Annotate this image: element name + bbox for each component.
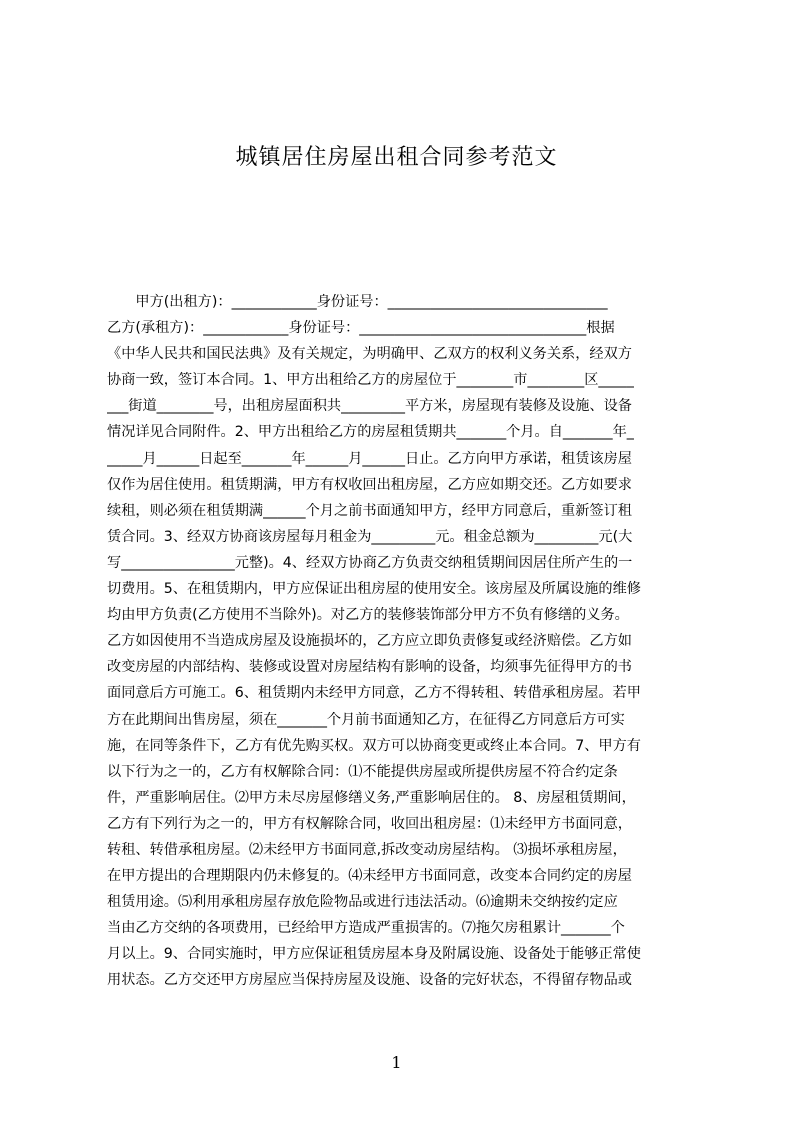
body-line: 乙方(承租方)：____________身份证号：________________________________根据	[107, 320, 615, 337]
body-line: 用状态。乙方交还甲方房屋应当保持房屋及设施、设备的完好状态，不得留存物品或	[107, 972, 632, 989]
body-line: 协商一致，签订本合同。1、甲方出租给乙方的房屋位于________市________区_____	[107, 372, 634, 389]
body-line: 件，严重影响居住。⑵甲方未尽房屋修缮义务,严重影响居住的。 8、房屋租赁期间，	[107, 789, 636, 806]
body-line: 改变房屋的内部结构、装修或设置对房屋结构有影响的设备，均须事先征得甲方的书	[107, 659, 632, 676]
body-line: 当由乙方交纳的各项费用，已经给甲方造成严重损害的。⑺拖欠房租累计_______个	[107, 920, 625, 937]
body-line: 均由甲方负责(乙方使用不当除外)。对乙方的装修装饰部分甲方不负有修缮的义务。	[107, 607, 629, 624]
body-line: 甲方(出租方)：____________身份证号：_______________________________	[107, 294, 608, 310]
contract-body	[107, 289, 699, 994]
body-line: 续租，则必须在租赁期满______个月之前书面通知甲方，经甲方同意后，重新签订租	[107, 502, 632, 519]
body-line: 切费用。5、在租赁期内，甲方应保证出租房屋的使用安全。该房屋及所属设施的维修	[107, 581, 641, 598]
body-line: 写________________元整)。4、经双方协商乙方负责交纳租赁期间因居住所产生的一	[107, 554, 633, 571]
body-line: 乙方有下列行为之一的，甲方有权解除合同，收回出租房屋：⑴未经甲方书面同意，	[107, 815, 632, 832]
body-line: 转租、转借承租房屋。⑵未经甲方书面同意,拆改变动房屋结构。 ⑶损坏承租房屋，	[107, 841, 627, 858]
body-line: 租赁用途。⑸利用承租房屋存放危险物品或进行违法活动。⑹逾期未交纳按约定应	[107, 894, 618, 911]
body-line: _____月______日起至_______年______月______日止。乙方向甲方承诺，租赁该房屋	[107, 450, 632, 467]
body-line: 仅作为居住使用。租赁期满，甲方有权收回出租房屋，乙方应如期交还。乙方如要求	[107, 476, 632, 493]
body-line: 面同意后方可施工。6、租赁期内未经甲方同意，乙方不得转租、转借承租房屋。若甲	[107, 685, 641, 702]
body-line: 施，在同等条件下，乙方有优先购买权。双方可以协商变更或终止本合同。7、甲方有	[107, 737, 641, 754]
body-line: 乙方如因使用不当造成房屋及设施损坏的，乙方应立即负责修复或经济赔偿。乙方如	[107, 633, 632, 650]
body-line: 方在此期间出售房屋，须在_______个月前书面通知乙方，在征得乙方同意后方可实	[107, 711, 625, 728]
body-line: 以下行为之一的，乙方有权解除合同：⑴不能提供房屋或所提供房屋不符合约定条	[107, 763, 618, 780]
body-line: 情况详见合同附件。2、甲方出租给乙方的房屋租赁期共_______个月。自_______年_	[107, 424, 634, 441]
body-line: 在甲方提出的合理期限内仍未修复的。⑷未经甲方书面同意，改变本合同约定的房屋	[107, 868, 632, 885]
page-number: 1	[391, 1053, 402, 1072]
body-line: 赁合同。3、经双方协商该房屋每月租金为_________元。租金总额为_________元(大	[107, 528, 633, 545]
document-title: 城镇居住房屋出租合同参考范文	[235, 145, 558, 170]
body-line: 《中华人民共和国民法典》及有关规定，为明确甲、乙双方的权利义务关系，经双方	[107, 346, 632, 363]
body-line: 月以上。9、合同实施时，甲方应保证租赁房屋本身及附属设施、设备处于能够正常使	[107, 946, 641, 963]
body-line: ___街道________号，出租房屋面积共_________平方米，房屋现有装修及设施、设备	[107, 398, 632, 415]
